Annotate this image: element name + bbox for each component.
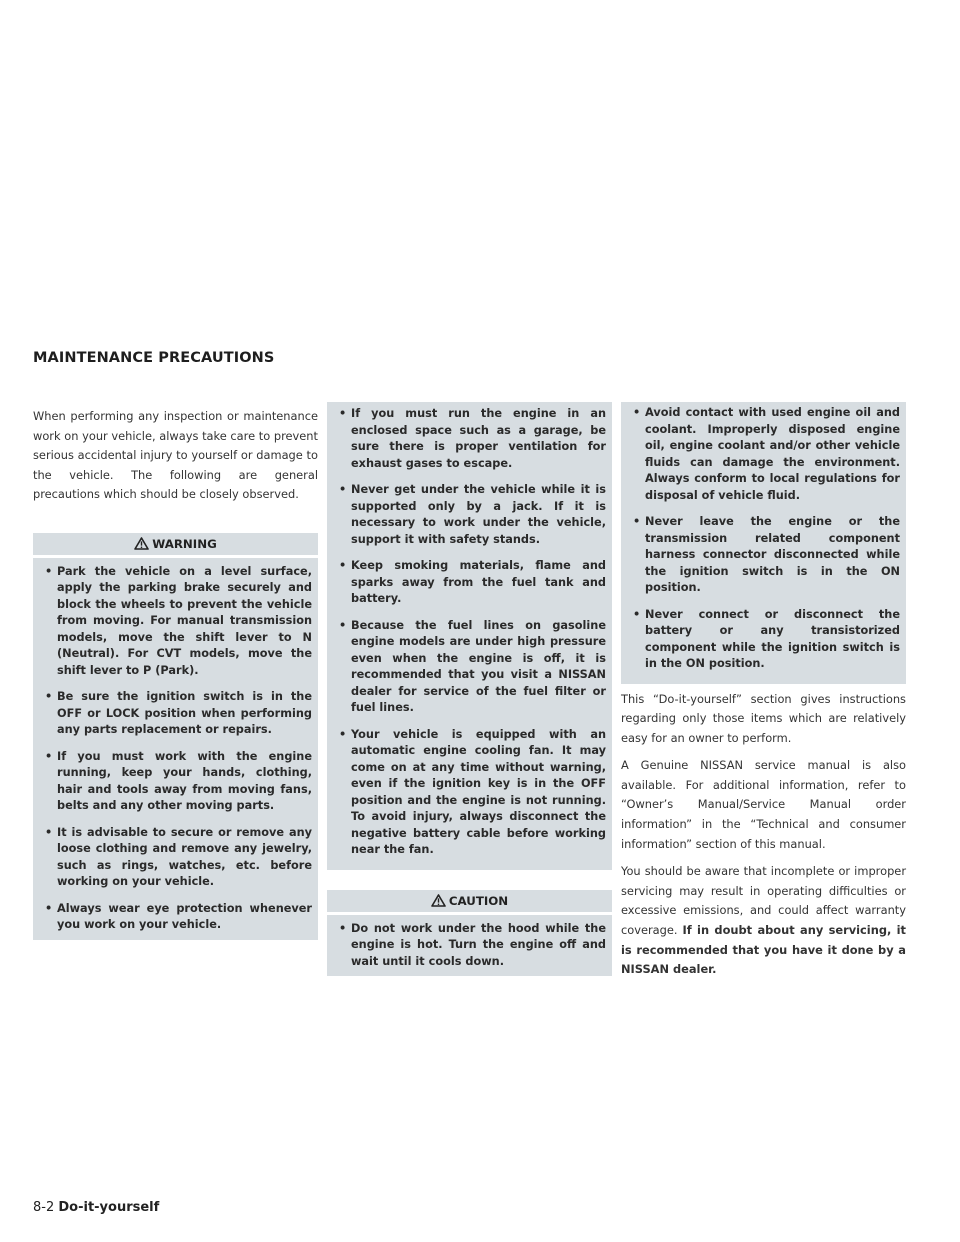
column-2 [327,402,612,976]
page-number: 8-2 [33,1200,55,1215]
intro-paragraph: When performing any inspection or maintenance work on your vehicle, always take care to prevent serious accidental injury to yourself or damage to the vehicle. The following are general precautions which should be closely observed. [33,409,318,502]
warning-item: • If you must work with the engine running, keep your hands, clothing, hair and tools away from moving fans, belts and any other moving parts. [45,749,312,815]
diy-section-paragraph: This “Do-it-yourself” section gives instructions regarding only those items which are relatively easy for an owner to perform. [621,691,906,745]
servicing-note-paragraph [621,862,906,980]
caution-item: • Never connect or disconnect the battery or any transistorized component while the ignition switch is in the ON position. [633,607,900,673]
warning-item: • Your vehicle is equipped with an automatic engine cooling fan. It may come on at any time without warning, even if the ignition key is in the OFF position and the engine is not running. To avoid injury, always disconnect the negative battery cable before working near the fan. [339,727,606,859]
warning-item: • If you must run the engine in an enclosed space such as a garage, be sure there is proper ventilation for exhaust gases to escape. [339,406,606,472]
caution-box-continued [621,402,906,684]
warning-item: • Park the vehicle on a level surface, apply the parking brake securely and block the wheels to prevent the vehicle from moving. For manual transmission models, move the shift lever to N (Neutral). For CVT models, move the shift lever to P (Park). [45,564,312,680]
caution-list-part-1 [327,915,612,977]
chapter-title: Do-it-yourself [58,1200,160,1215]
warning-item: • It is advisable to secure or remove any loose clothing and remove any jewelry, such as rings, watches, etc. before working on your vehicle. [45,825,312,891]
servicing-note-emphasis: If in doubt about any servicing, it is recommended that you have it done by a NISSAN dealer. [621,923,906,977]
caution-item: • Do not work under the hood while the engine is hot. Turn the engine off and wait until it cools down. [339,921,606,971]
caution-box [327,890,612,977]
warning-item: • Never get under the vehicle while it is supported only by a jack. If it is necessary to work under the vehicle, support it with safety stands. [339,482,606,548]
column-1 [33,407,318,940]
warning-item: • Be sure the ignition switch is in the OFF or LOCK position when performing any parts replacement or repairs. [45,689,312,739]
section-title: MAINTENANCE PRECAUTIONS [33,350,275,366]
warning-item: • Because the fuel lines on gasoline engine models are under high pressure even when the engine is off, it is recommended that you visit a NISSAN dealer for service of the fuel filter or fuel lines. [339,618,606,717]
warning-box-continued [327,402,612,870]
caution-item: • Avoid contact with used engine oil and coolant. Improperly disposed engine oil, engine coolant and/or other vehicle fluids can damage the environment. Always conform to local regulations for disposal of vehicle fluid. [633,405,900,504]
caution-list-part-2 [621,402,906,684]
servicing-note-text: You should be aware that incomplete or improper servicing may result in operating difficulties or excessive emissions, and could affect warranty coverage. [621,864,906,938]
warning-triangle-icon [134,537,149,550]
warning-item: • Always wear eye protection whenever you work on your vehicle. [45,901,312,934]
caution-label: CAUTION [448,893,509,908]
column-3 [621,402,906,980]
warning-list-part-2 [327,402,612,870]
warning-label: WARNING [152,536,217,551]
caution-header [327,890,612,912]
caution-item: • Never leave the engine or the transmission related component harness connector disconnected while the ignition switch is in the ON position. [633,514,900,597]
caution-triangle-icon [431,894,446,907]
warning-box [33,533,318,940]
service-manual-paragraph: A Genuine NISSAN service manual is also available. For additional information, refer to “Owner’s Manual/Service Manual order information” in the “Technical and consumer information” section of this manual. [621,758,906,851]
warning-list-part-1 [33,558,318,940]
warning-item: • Keep smoking materials, flame and sparks away from the fuel tank and battery. [339,558,606,608]
warning-header [33,533,318,555]
page-footer [33,1200,159,1215]
